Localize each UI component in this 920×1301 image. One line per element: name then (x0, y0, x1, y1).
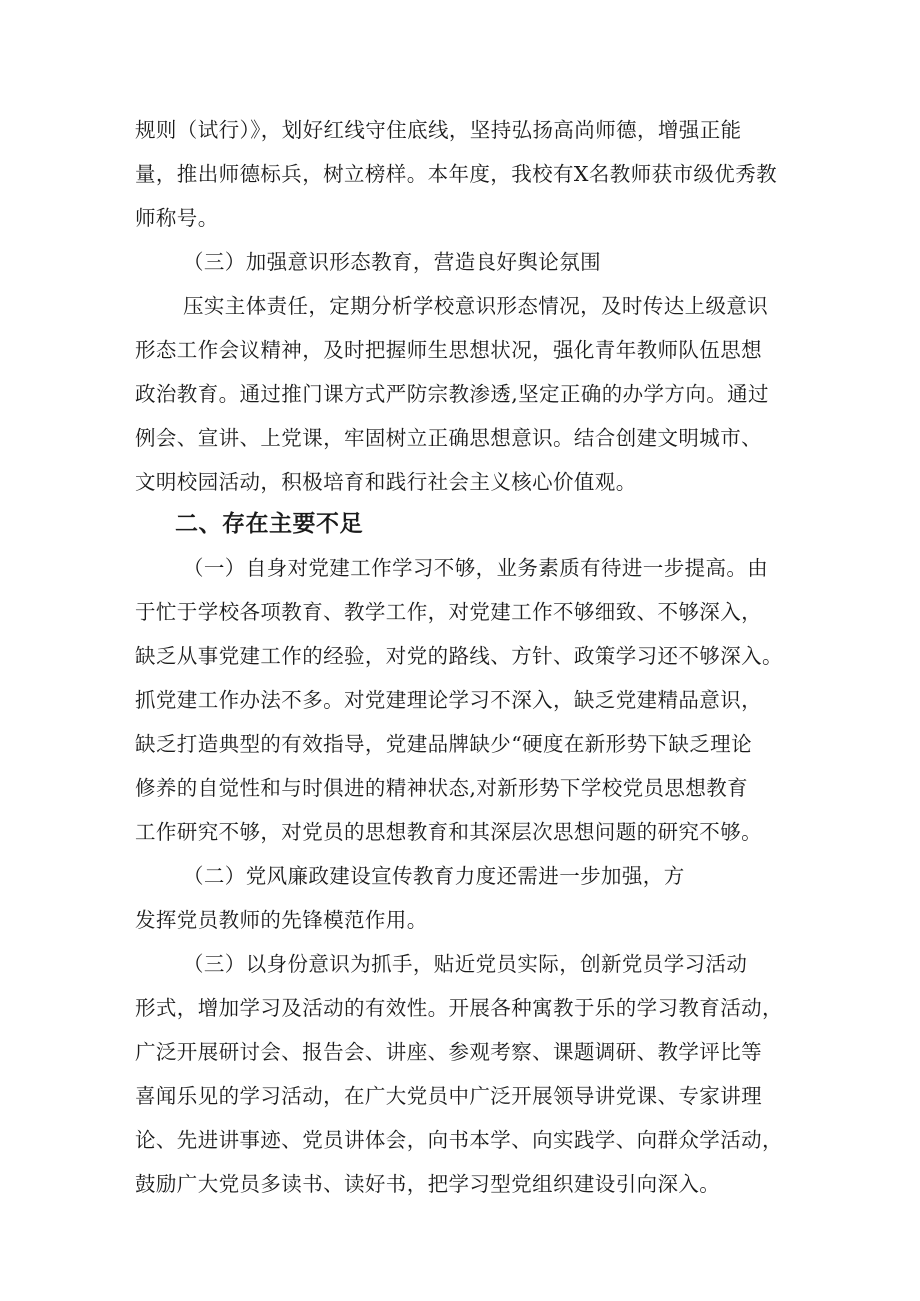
paragraph-line: 规则（试行）》，划好红线守住底线，坚持弘扬高尚师德，增强正能 (135, 118, 742, 142)
paragraph-line: 广泛开展研讨会、报告会、讲座、参观考察、课题调研、教学评比等 (135, 1040, 762, 1064)
paragraph-line: 发挥党员教师的先锋模范作用。 (135, 908, 428, 932)
paragraph-line: 缺乏打造典型的有效指导，党建品牌缺少“硬度在新形势下缺乏理论 (135, 732, 752, 756)
paragraph-line: 抓党建工作办法不多。对党建理论学习不深入，缺乏党建精品意识， (135, 688, 762, 712)
paragraph-line: 于忙于学校各项教育、教学工作，对党建工作不够细致、不够深入， (135, 600, 762, 624)
section-heading: 二、存在主要不足 (175, 511, 363, 537)
paragraph-line: （一）自身对党建工作学习不够，业务素质有待进一步提高。由 (183, 556, 769, 580)
paragraph-line: 政治教育。通过推门课方式严防宗教渗透,坚定正确的办学方向。通过 (135, 382, 769, 406)
subheading: （三）加强意识形态教育，营造良好舆论氛围 (183, 250, 601, 274)
paragraph-line: （二）党风廉政建设宣传教育力度还需进一步加强，方 (183, 864, 685, 888)
paragraph-line: 文明校园活动，积极培育和践行社会主义核心价值观。 (135, 470, 637, 494)
paragraph-line: 喜闻乐见的学习活动，在广大党员中广泛开展领导讲党课、专家讲理 (135, 1084, 762, 1108)
paragraph-line: 修养的自觉性和与时俱进的精神状态,对新形势下学校党员思想教育 (135, 776, 749, 800)
paragraph-line: 师称号。 (135, 206, 219, 230)
paragraph-line: 量，推出师德标兵，树立榜样。本年度，我校有X名教师获市级优秀教 (135, 162, 777, 186)
paragraph-line: 例会、宣讲、上党课，牢固树立正确思想意识。结合创建文明城市、 (135, 426, 762, 450)
paragraph-line: 论、先进讲事迹、党员讲体会，向书本学、向实践学、向群众学活动， (135, 1128, 783, 1152)
paragraph-line: （三）以身份意识为抓手，贴近党员实际，创新党员学习活动 (183, 952, 748, 976)
paragraph-line: 鼓励广大党员多读书、读好书，把学习型党组织建设引向深入。 (135, 1172, 721, 1196)
paragraph-line: 缺乏从事党建工作的经验，对党的路线、方针、政策学习还不够深入。 (135, 644, 783, 668)
paragraph-line: 形式，增加学习及活动的有效性。开展各种寓教于乐的学习教育活动， (135, 996, 783, 1020)
paragraph-line: 工作研究不够，对党员的思想教育和其深层次思想问题的研究不够。 (135, 820, 762, 844)
paragraph-line: 压实主体责任，定期分析学校意识形态情况，及时传达上级意识 (183, 294, 769, 318)
paragraph-line: 形态工作会议精神，及时把握师生思想状况，强化青年教师队伍思想 (135, 338, 762, 362)
